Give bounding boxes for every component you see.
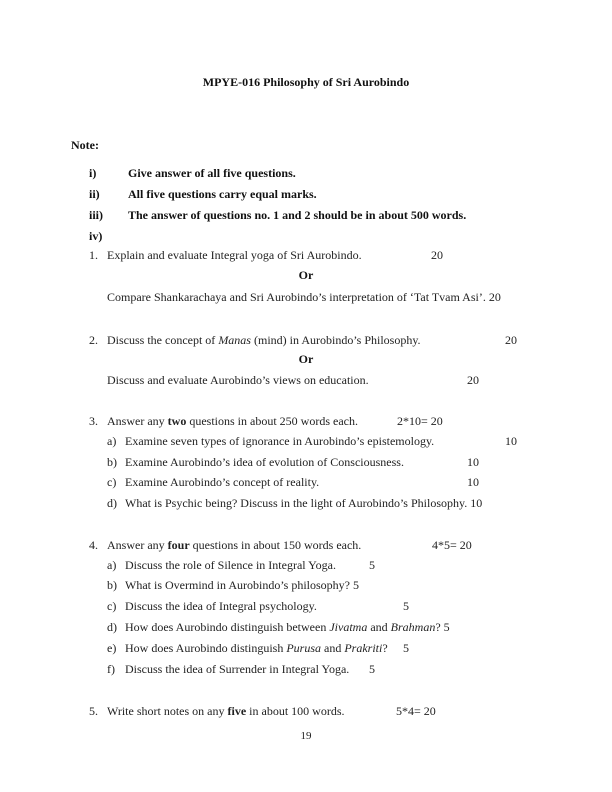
question-marks: 20	[505, 333, 517, 347]
note-item-number: i)	[89, 166, 97, 180]
subquestion-marks: 5	[369, 558, 375, 572]
subquestion-label: f)	[107, 662, 115, 676]
page-number: 19	[300, 730, 312, 742]
question-alternative-marks: 20	[467, 373, 479, 387]
subquestion-label: b)	[107, 455, 117, 469]
question-alternative-text: Compare Shankarachaya and Sri Aurobindo’s interpretation of ‘Tat Tvam Asi’. 20	[107, 290, 501, 304]
note-item-text: The answer of questions no. 1 and 2 should be in about 500 words.	[128, 208, 467, 222]
or-separator: Or	[298, 352, 314, 366]
question-marks: 4*5= 20	[432, 538, 472, 552]
note-heading: Note:	[71, 138, 99, 152]
subquestion-text: Examine seven types of ignorance in Aurobindo’s epistemology.	[125, 434, 435, 448]
subquestion-marks: 5	[403, 641, 409, 655]
question-number: 1.	[89, 248, 98, 262]
note-item-number: ii)	[89, 187, 100, 201]
note-item-number: iv)	[89, 229, 103, 243]
question-marks: 5*4= 20	[396, 704, 436, 718]
subquestion-text: Examine Aurobindo’s concept of reality.	[125, 475, 320, 489]
subquestion-text: How does Aurobindo distinguish Purusa and Prakriti?	[125, 641, 388, 655]
question-number: 3.	[89, 414, 98, 428]
subquestion-label: b)	[107, 578, 117, 592]
question-instruction: Answer any four questions in about 150 words each.	[107, 538, 362, 552]
subquestion-label: e)	[107, 641, 117, 655]
subquestion-marks: 10	[505, 434, 517, 448]
subquestion-marks: 10	[467, 475, 479, 489]
note-item-text: All five questions carry equal marks.	[128, 187, 317, 201]
question-marks: 2*10= 20	[397, 414, 443, 428]
subquestion-marks: 10	[467, 455, 479, 469]
subquestion-text: Discuss the idea of Surrender in Integral Yoga.	[125, 662, 350, 676]
subquestion-marks: 5	[403, 599, 409, 613]
subquestion-label: c)	[107, 599, 117, 613]
subquestion-label: d)	[107, 496, 117, 510]
note-item-number: iii)	[89, 208, 103, 222]
page-title: MPYE-016 Philosophy of Sri Aurobindo	[202, 75, 410, 89]
question-instruction: Write short notes on any five in about 100 words.	[107, 704, 345, 718]
subquestion-text: Examine Aurobindo’s idea of evolution of Consciousness.	[125, 455, 404, 469]
subquestion-marks: 5	[369, 662, 375, 676]
subquestion-text: How does Aurobindo distinguish between Jivatma and Brahman? 5	[125, 620, 450, 634]
question-number: 5.	[89, 704, 98, 718]
question-text: Explain and evaluate Integral yoga of Sri Aurobindo.	[107, 248, 362, 262]
question-text: Discuss the concept of Manas (mind) in Aurobindo’s Philosophy.	[107, 333, 421, 347]
question-number: 4.	[89, 538, 98, 552]
subquestion-text: What is Psychic being? Discuss in the light of Aurobindo’s Philosophy. 10	[125, 496, 483, 510]
subquestion-label: d)	[107, 620, 117, 634]
note-item-text: Give answer of all five questions.	[128, 166, 296, 180]
or-separator: Or	[298, 268, 314, 282]
subquestion-label: a)	[107, 434, 117, 448]
subquestion-text: What is Overmind in Aurobindo’s philosophy? 5	[125, 578, 359, 592]
question-marks: 20	[431, 248, 443, 262]
question-number: 2.	[89, 333, 98, 347]
subquestion-label: c)	[107, 475, 117, 489]
subquestion-text: Discuss the idea of Integral psychology.	[125, 599, 317, 613]
question-instruction: Answer any two questions in about 250 words each.	[107, 414, 358, 428]
subquestion-text: Discuss the role of Silence in Integral Yoga.	[125, 558, 336, 572]
subquestion-label: a)	[107, 558, 117, 572]
question-alternative-text: Discuss and evaluate Aurobindo’s views on education.	[107, 373, 369, 387]
